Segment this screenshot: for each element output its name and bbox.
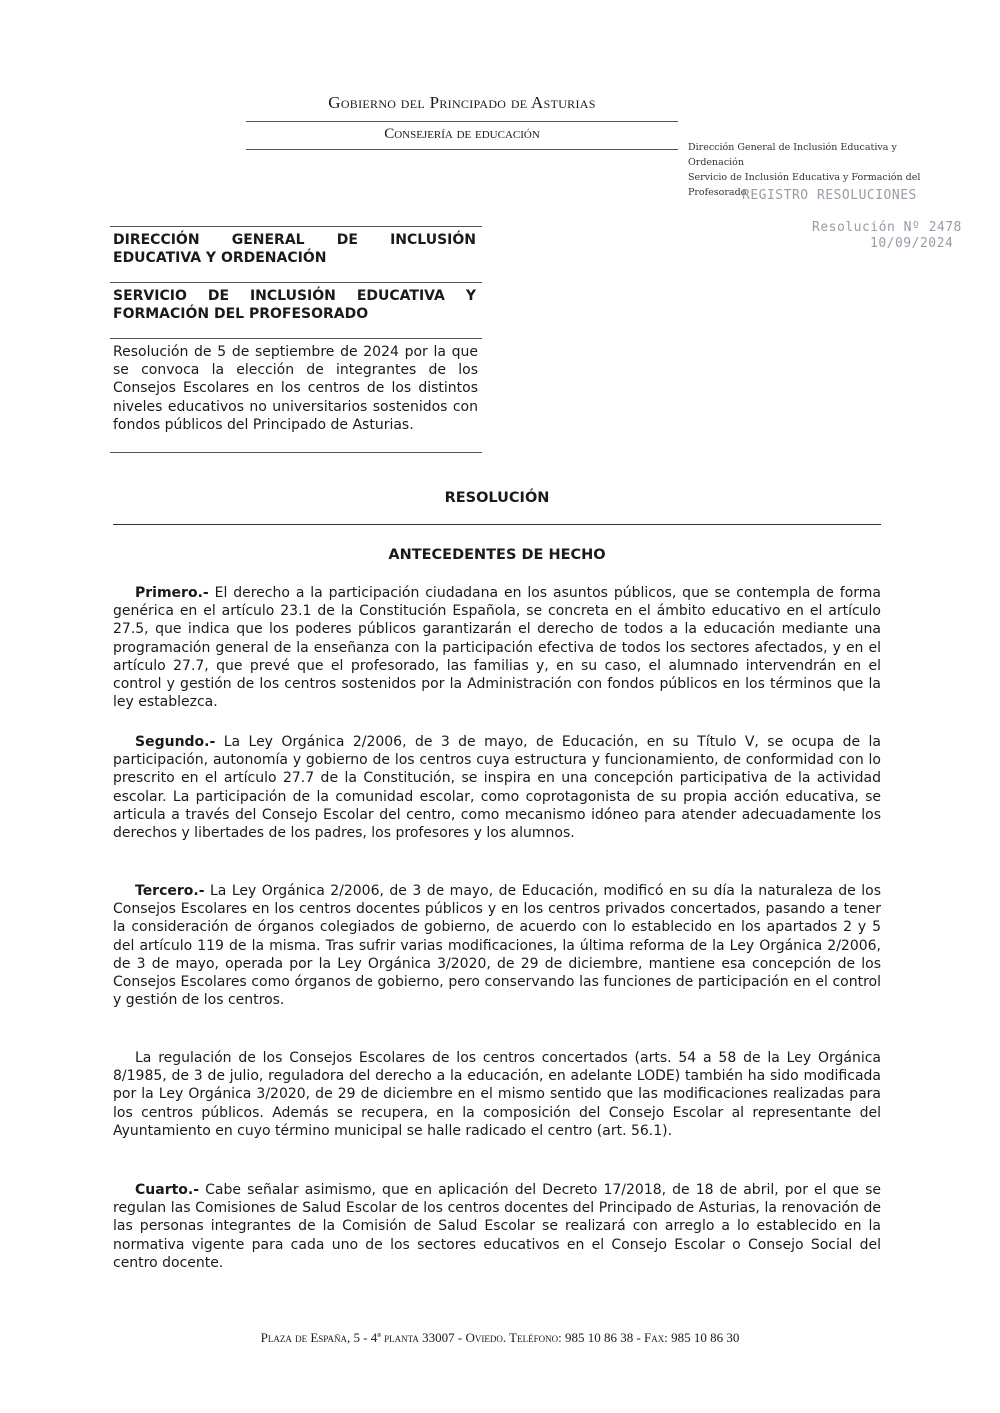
paragraph-regulacion: [113, 1049, 881, 1140]
direction-line: Profesorado: [688, 187, 747, 198]
left-block-rule-3: [110, 338, 482, 339]
paragraph-cuarto: [113, 1181, 881, 1272]
header-rule-bottom: [246, 149, 678, 150]
direction-line: Servicio de Inclusión Educativa y Formación del: [688, 172, 921, 183]
resolution-summary: Resolución de 5 de septiembre de 2024 por la que se convoca la elección de integrantes de los Consejos Escolares en los centros de los distintos niveles educativos no universitarios sostenidos con fondos públicos del Principado de Asturias.: [113, 344, 478, 433]
paragraph-lead: Primero.-: [135, 585, 209, 601]
paragraph-primero: [113, 584, 881, 711]
direction-general-heading: [113, 231, 476, 267]
direction-heading-line: DIRECCIÓN GENERAL DE INCLUSIÓN: [113, 232, 476, 248]
paragraph-text: La Ley Orgánica 2/2006, de 3 de mayo, de Educación, modificó en su día la naturaleza de los Consejos Escolares en los centros docentes públicos y en los centros privados concertados, pasando a tener la consideración de órganos colegiados de gobierno, de acuerdo con lo establecido en los apartados 2 y 5 del artículo 119 de la misma. Tras sufrir varias modificaciones, la última reforma de la Ley Orgánica 2/2006, de 3 de mayo, operada por la Ley Orgánica 3/2020, de 29 de diciembre, mantiene esa concepción de los Consejos Escolares como órganos de gobierno, pero conservando las funciones de participación en el control y gestión de los centros.: [113, 883, 881, 1009]
paragraph-text: El derecho a la participación ciudadana en los asuntos públicos, que se contempla de forma genérica en el artículo 23.1 de la Constitución Española, se concreta en el ámbito educativo en el artículo 27.5, que indica que los poderes públicos garantizarán el derecho de todos a la educación mediante una programación general de la enseñanza con la participación efectiva de todos los sectores afectados, y en el artículo 27.7, que prevé que el profesorado, las familias y, en su caso, el alumnado intervendrán en el control y gestión de los centros sostenidos por la Administración con fondos públicos en los términos que la ley establezca.: [113, 585, 881, 711]
left-block-rule-2: [110, 282, 482, 283]
government-title: Gobierno del Principado de Asturias: [328, 93, 596, 112]
direction-heading-line: EDUCATIVA Y ORDENACIÓN: [113, 250, 327, 266]
title-rule: [113, 524, 881, 525]
service-heading-line: SERVICIO DE INCLUSIÓN EDUCATIVA Y: [113, 288, 476, 304]
paragraph-tercero: [113, 882, 881, 1009]
paragraph-text: La regulación de los Consejos Escolares de los centros concertados (arts. 54 a 58 de la Ley Orgánica 8/1985, de 3 de julio, reguladora del derecho a la educación, en adelante LODE) también ha sido modificada por la Ley Orgánica 3/2020, de 29 de diciembre en el mismo sentido que las modificaciones realizadas para los centros públicos. Además se recupera, en la composición del Consejo Escolar al representante del Ayuntamiento en cuyo término municipal se halle radicado el centro (art. 56.1).: [113, 1050, 881, 1139]
service-heading-line: FORMACIÓN DEL PROFESORADO: [113, 306, 369, 322]
consejeria-title: Consejería de educación: [384, 126, 540, 142]
paragraph-lead: Tercero.-: [135, 883, 205, 899]
footer-address: Plaza de España, 5 - 4ª planta 33007 - Oviedo. Teléfono: 985 10 86 38 - Fax: 985 10 86 30: [260, 1330, 740, 1345]
paragraph-lead: Cuarto.-: [135, 1182, 200, 1198]
registry-stamp: REGISTRO RESOLUCIONES: [742, 188, 917, 203]
paragraph-segundo: [113, 733, 881, 842]
header-rule-top: [246, 121, 678, 122]
resolution-date-stamp: 10/09/2024: [870, 236, 954, 251]
paragraph-lead: Segundo.-: [135, 734, 216, 750]
paragraph-text: La Ley Orgánica 2/2006, de 3 de mayo, de Educación, en su Título V, se ocupa de la participación, autonomía y gobierno de los centros cuya estructura y funcionamiento, de conformidad con lo prescrito en el artículo 27.7 de la Constitución, se inspira en una concepción participativa de la actividad escolar. La participación de la comunidad escolar, como coprotagonista de su propia acción educativa, se articula a través del Consejo Escolar del centro, como mecanismo idóneo para atender adecuadamente los derechos y libertades de los padres, los profesores y los alumnos.: [113, 734, 881, 842]
direction-line: Ordenación: [688, 157, 745, 168]
section-title: ANTECEDENTES DE HECHO: [388, 547, 606, 563]
direction-line: Dirección General de Inclusión Educativa y: [688, 142, 897, 153]
left-block-rule-1: [110, 226, 482, 227]
paragraph-text: Cabe señalar asimismo, que en aplicación del Decreto 17/2018, de 18 de abril, por el que se regulan las Comisiones de Salud Escolar de los centros docentes del Principado de Asturias, la renovación de las personas integrantes de la Comisión de Salud Escolar se realizará con arreglo a lo establecido en la normativa vigente para cada uno de los sectores educativos en el Consejo Escolar o Consejo Social del centro docente.: [113, 1182, 881, 1271]
service-heading: [113, 287, 476, 323]
left-block-rule-4: [110, 452, 482, 453]
resolution-number-stamp: Resolución Nº 2478: [812, 220, 962, 235]
document-title: RESOLUCIÓN: [444, 490, 550, 506]
